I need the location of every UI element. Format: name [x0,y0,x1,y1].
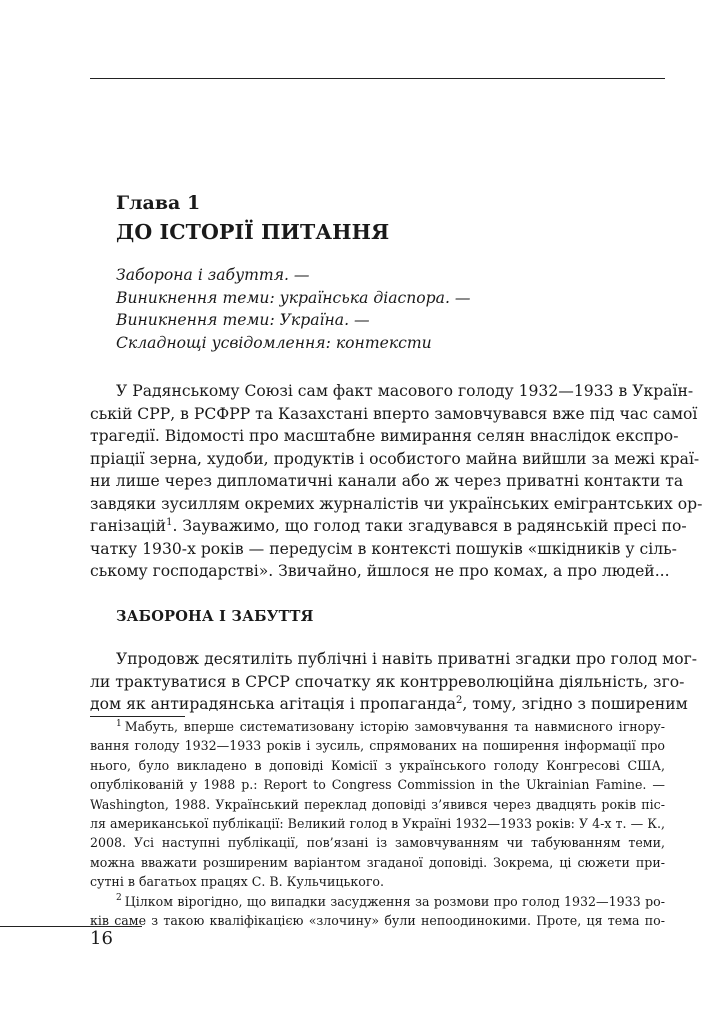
footnote-line: нього, було викладено в доповіді Комісії з українського голоду Конгресові США, [90,757,665,773]
line-text: . Зауважимо, що голод таки згадувався в радянській пресі по- [172,517,687,535]
header-rule [90,78,665,79]
paragraph-line: ни лише через дипломатичні канали або ж через приватні контакти та [90,472,684,490]
footnote-line: ків саме з такою кваліфікацією «злочину» були непоодинокими. Проте, ця тема по- [90,913,665,929]
footnote-line [90,717,665,736]
footnote-line: сутні в багатьох працях С. В. Кульчицького. [90,874,384,890]
chapter-contents [116,264,636,354]
line-text: , тому, згідно з поширеним [462,695,688,713]
footnote-number: 1 [116,718,122,729]
contents-item: Заборона і забуття. — [116,266,310,284]
line-text: Мабуть, вперше систематизовану історію замовчування та навмисного ігнору- [124,719,665,734]
footnote-reference: 2 [456,694,463,706]
footnote-line: ля американської публікації: Великий голод в Україні 1932—1933 років: У 4-х т. — К., [90,816,665,832]
paragraph-line: пріації зерна, худоби, продуктів і особистого майна вийшли за межі краї- [90,449,700,468]
contents-item: Складнощі усвідомлення: контексти [116,333,432,352]
paragraph-line: ському господарстві». Звичайно, йшлося не про комах, а про людей... [90,562,670,580]
chapter-title: ДО ІСТОРІЇ ПИТАННЯ [116,220,390,244]
footnote-line: опублікованій у 1988 р.: Report to Congress Commission in the Ukrainian Famine. — [90,777,665,793]
paragraph-line: трагедії. Відомості про масштабне вимирання селян внаслідок експро- [90,427,679,445]
paragraph-line: Упродовж десятиліть публічні і навіть приватні згадки про голод мог- [116,650,698,668]
footnote-line: можна вважати розширеним варіантом згаданої доповіді. Зокрема, ці сюжети при- [90,854,665,870]
paragraph-line: чатку 1930-х років — передусім в контексті пошуків «шкідників у сіль- [90,539,677,558]
chapter-label: Глава 1 [116,192,201,214]
line-text: ганізацій [90,517,167,535]
section-heading: ЗАБОРОНА І ЗАБУТТЯ [116,608,314,625]
footnotes [90,717,665,930]
body-paragraph-2 [90,648,698,716]
page-number: 16 [90,928,113,949]
contents-item: Виникнення теми: Україна. — [116,311,370,329]
footnote-reference: 1 [166,516,173,528]
paragraph-line: ській СРР, в РСФРР та Казахстані вперто замовчувався вже під час самої [90,404,698,423]
footnote-line: 2008. Усі наступні публікації, пов’язані із замовчуванням чи табуюванням теми, [90,835,665,851]
paragraph-line [90,515,687,538]
footnote-number: 2 [116,893,122,904]
footnote-line [90,892,665,911]
footer-rule [0,926,142,927]
line-text: дом як антирадянська агітація і пропаганда [90,695,457,713]
paragraph-line: завдяки зусиллям окремих журналістів чи українських емігрантських ор- [90,494,703,513]
contents-item: Виникнення теми: українська діаспора. — [116,288,471,307]
paragraph-line [90,693,688,716]
body-paragraph-1 [90,380,703,583]
paragraph-line: ли трактуватися в СРСР спочатку як контрреволюційна діяльність, зго- [90,672,685,691]
line-text: Цілком вірогідно, що випадки засудження за розмови про голод 1932—1933 ро- [124,893,665,909]
footnote-line: Washington, 1988. Український переклад доповіді з’явився через двадцять років піс- [90,796,665,812]
paragraph-line: У Радянському Союзі сам факт масового голоду 1932—1933 в Україн- [116,382,694,400]
footnote-line: вання голоду 1932—1933 років і зусиль, спрямованих на поширення інформації про [90,738,665,754]
